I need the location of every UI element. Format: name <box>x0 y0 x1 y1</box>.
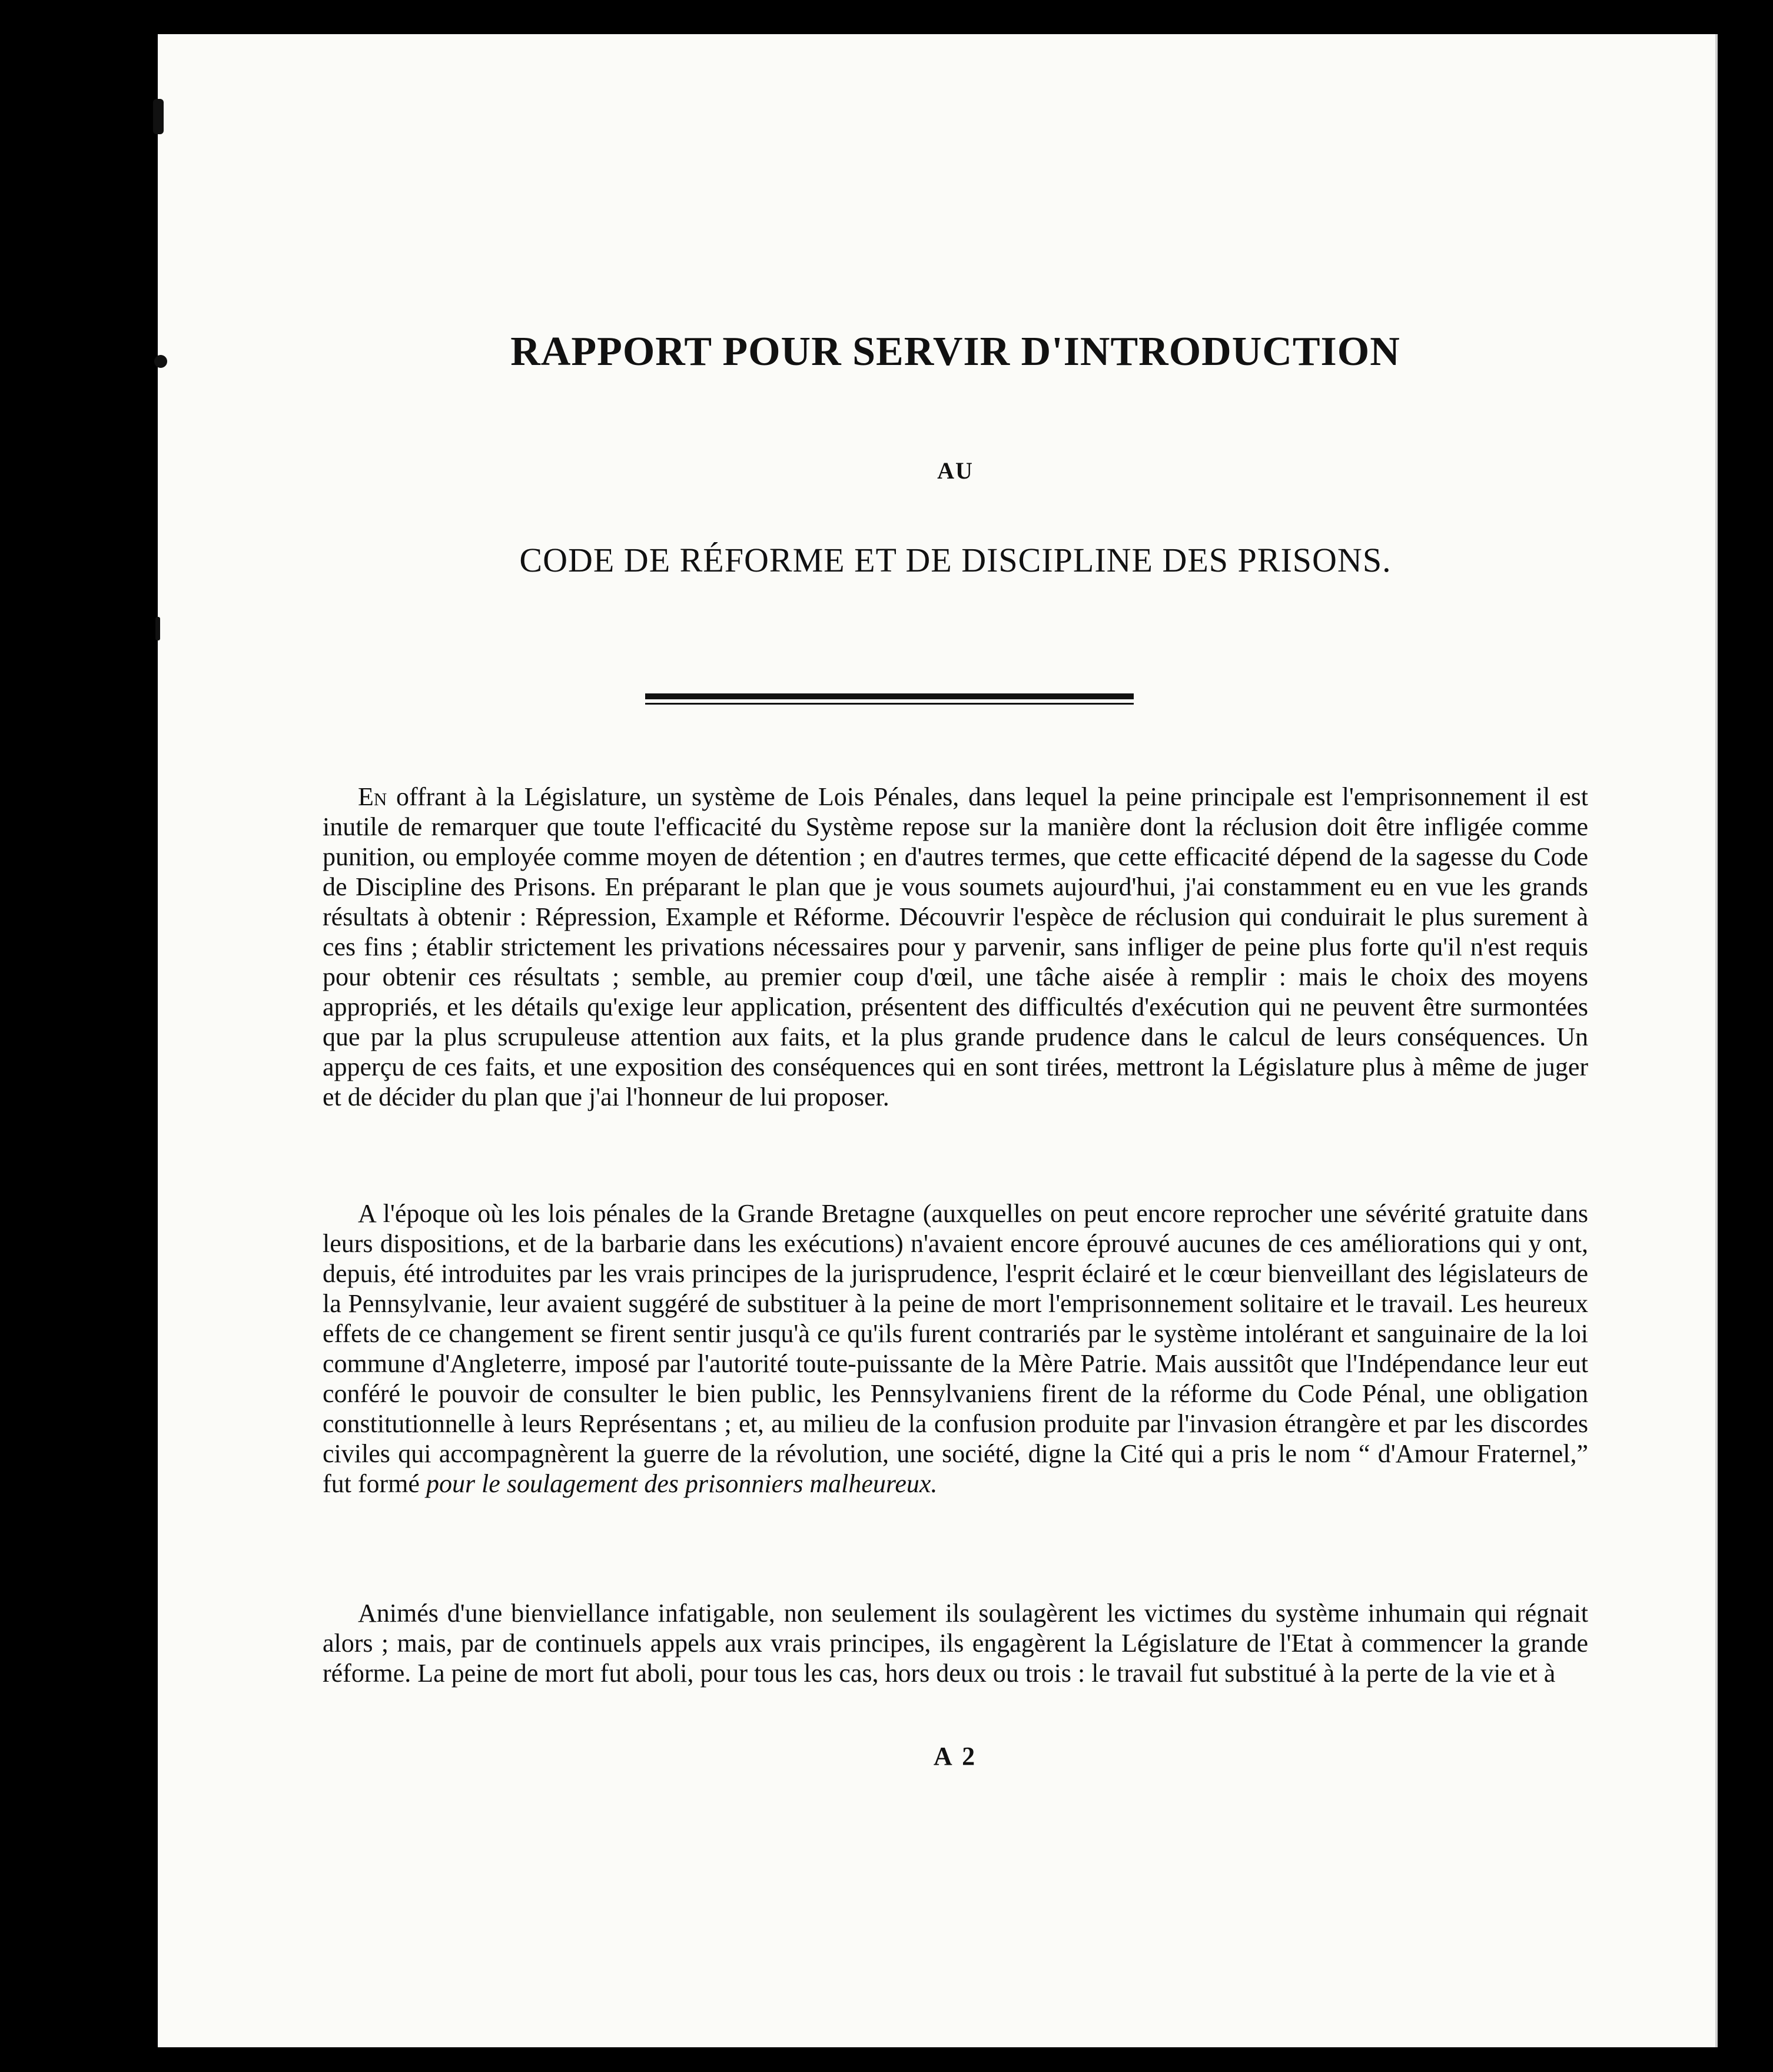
document-subtitle: CODE DE RÉFORME ET DE DISCIPLINE DES PRISONS. <box>519 541 1392 579</box>
paragraph-1 <box>323 782 1588 1112</box>
binding-mark <box>155 617 160 640</box>
binding-mark <box>153 99 164 134</box>
paragraph-2 <box>323 1198 1588 1499</box>
paragraph-3 <box>323 1598 1588 1688</box>
paragraph-2-text: A l'époque où les lois pénales de la Grande Bretagne (auxquelles on peut encore reprocher une sévérité gratuite dans leurs dispositions, et de la barbarie dans les exécutions) n'avaient encore éprouvé aucunes de ces améliorations qui y ont, depuis, été introduites par les vrais principes de la jurisprudence, l'esprit éclairé et le cœur bienveillant des législateurs de la Pennsylvanie, leur avaient suggéré de substituer à la peine de mort l'emprisonnement solitaire et le travail. Les heureux effets de ce changement se firent sentir jusqu'à ce qu'ils furent contrariés par le système intolérant et sanguinaire de la loi commune d'Angleterre, imposé par l'autorité toute-puissante de la Mère Patrie. Mais aussitôt que l'Indépendance leur eut conféré le pouvoir de consulter le bien public, les Pennsylvaniens firent de la réforme du Code Pénal, une obligation constitutionnelle à leurs Représentans ; et, au milieu de la confusion produite par l'invasion étrangère et par les discordes civiles qui accompagnèrent la guerre de la révolution, une société, digne la Cité qui a pris le nom “ d'Amour Fraternel,” fut formé <box>323 1199 1588 1498</box>
document-title: RAPPORT POUR SERVIR D'INTRODUCTION <box>510 329 1400 374</box>
paragraph-lead-word: En <box>358 782 387 811</box>
document-page <box>158 34 1718 2047</box>
signature-mark: A 2 <box>933 1742 978 1771</box>
page-edge <box>1715 34 1718 2047</box>
paragraph-2-italic: pour le soulagement des prisonniers malheureux. <box>426 1469 938 1498</box>
paragraph-3-text: Animés d'une bienviellance infatigable, non seulement ils soulagèrent les victimes du système inhumain qui régnait alors ; mais, par de continuels appels aux vrais principes, ils engagèrent la Législature de l'Etat à commencer la grande réforme. La peine de mort fut aboli, pour tous les cas, hors deux ou trois : le travail fut substitué à la perte de la vie et à <box>323 1599 1588 1688</box>
binding-hole-mark <box>154 355 167 368</box>
paragraph-1-text: offrant à la Législature, un système de Lois Pénales, dans lequel la peine principale est l'emprisonnement il est inutile de remarquer que toute l'efficacité du Système repose sur la manière dont la réclusion doit être infligée comme punition, ou employée comme moyen de détention ; en d'autres termes, que cette efficacité dépend de la sagesse du Code de Discipline des Prisons. En préparant le plan que je vous soumets aujourd'hui, j'ai constamment eu en vue les grands résultats à obtenir : Répression, Example et Réforme. Découvrir l'espèce de réclusion qui conduirait le plus surement à ces fins ; établir strictement les privations nécessaires pour y parvenir, sans infliger de peine plus forte qu'il n'est requis pour obtenir ces résultats ; semble, au premier coup d'œil, une tâche aisée à remplir : mais le choix des moyens appropriés, et les détails qu'exige leur application, présentent des difficultés d'exécution qui ne peuvent être surmontées que par la plus scrupuleuse attention aux faits, et la plus grande prudence dans le calcul de leurs conséquences. Un apperçu de ces faits, et une exposition des conséquences qui en sont tirées, mettront la Législature plus à même de juger et de décider du plan que j'ai l'honneur de lui proposer. <box>323 782 1588 1111</box>
title-connector: AU <box>937 457 974 484</box>
ornamental-rule <box>645 693 1134 705</box>
